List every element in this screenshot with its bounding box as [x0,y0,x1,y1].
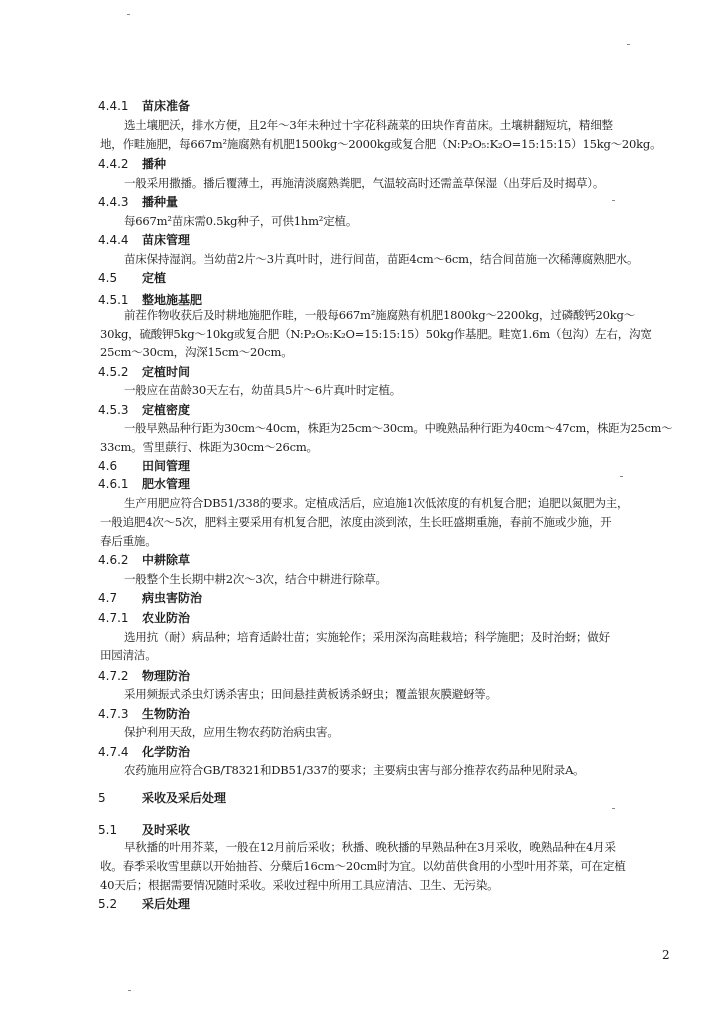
section-heading: 4.6 田间管理 [98,459,191,473]
paragraph-line: 选用抗（耐）病品种；培育适龄壮苗；实施轮作；采用深沟高畦栽培；科学施肥；及时治蚜；做好 [124,630,610,644]
section-heading: 4.5.1 整地施基肥 [98,293,203,307]
paragraph-line: 一般追肥4次～5次，肥料主要采用有机复合肥，浓度由淡到浓，生长旺盛期重施，春前不施或少施，开 [100,515,612,529]
section-heading: 4.5.2 定植时间 [98,365,191,379]
section-heading: 4.5 定植 [98,271,167,285]
section-heading: 4.6.1 肥水管理 [98,477,191,491]
section-heading: 4.7.2 物理防治 [98,669,191,683]
paragraph-line: 每667m²苗床需0.5kg种子，可供1hm²定植。 [124,214,358,228]
paragraph-line: 地，作畦施肥，每667m²施腐熟有机肥1500kg～2000kg或复合肥（N:P₂O₅:K₂O=15:15:15）15kg～20kg。 [100,137,662,151]
scan-speck [612,808,615,809]
paragraph-line: 早秋播的叶用芥菜，一般在12月前后采收；秋播、晚秋播的早熟品种在3月采收，晚熟品种在4月采 [124,840,616,854]
paragraph-line: 一般应在苗龄30天左右，幼苗具5片～6片真叶时定植。 [124,383,402,397]
scan-speck [620,476,623,477]
section-heading: 4.4.1 苗床准备 [98,99,191,113]
paragraph-line: 一般早熟品种行距为30cm～40cm，株距为25cm～30cm。中晚熟品种行距为40cm～47cm，株距为25cm～ [124,421,673,435]
paragraph-line: 收。春季采收雪里蕻以开始抽苔、分蘖后16cm～20cm时为宜。以幼苗供食用的小型叶用芥菜，可在定植 [100,859,626,873]
section-heading: 5 采收及采后处理 [98,791,227,805]
section-heading: 4.7.1 农业防治 [98,611,191,625]
section-heading: 4.7.3 生物防治 [98,707,191,721]
paragraph-line: 生产用肥应符合DB51/338的要求。定植成活后，应追施1次低浓度的有机复合肥；追肥以氮肥为主， [124,496,629,510]
section-heading: 4.6.2 中耕除草 [98,553,191,567]
paragraph-line: 春后重施。 [100,534,157,548]
section-heading: 5.2 采后处理 [98,897,191,911]
section-heading: 4.5.3 定植密度 [98,403,191,417]
scan-speck [627,44,630,45]
scan-speck [612,200,615,201]
paragraph-line: 一般采用撒播。播后覆薄土，再施清淡腐熟粪肥，气温较高时还需盖草保湿（出芽后及时揭草）。 [124,176,605,190]
paragraph-line: 保护利用天敌，应用生物农药防治病虫害。 [124,725,339,739]
paragraph-line: 苗床保持湿润。当幼苗2片～3片真叶时，进行间苗，苗距4cm～6cm，结合间苗施一次稀薄腐熟肥水。 [124,252,639,266]
paragraph-line: 33cm。雪里蕻行、株距为30cm～26cm。 [100,440,318,454]
paragraph-line: 农药施用应符合GB/T8321和DB51/337的要求；主要病虫害与部分推荐农药品种见附录A。 [124,763,585,777]
section-heading: 4.7 病虫害防治 [98,591,203,605]
paragraph-line: 田园清洁。 [100,648,157,662]
scan-speck [128,990,131,991]
paragraph-line: 40天后；根据需要情况随时采收。采收过程中所用工具应清洁、卫生、无污染。 [100,878,499,892]
section-heading: 5.1 及时采收 [98,823,191,837]
page-number: 2 [662,948,670,962]
scan-speck [127,14,130,15]
paragraph-line: 30kg，硫酸钾5kg～10kg或复合肥（N:P₂O₅:K₂O=15:15:15）50kg作基肥。畦宽1.6m（包沟）左右，沟宽 [100,327,652,341]
section-heading: 4.7.4 化学防治 [98,745,191,759]
section-heading: 4.4.4 苗床管理 [98,233,191,247]
paragraph-line: 前茬作物收获后及时耕地施肥作畦，一般每667m²施腐熟有机肥1800kg～2200kg，过磷酸钙20kg～ [124,308,636,322]
paragraph-line: 选土壤肥沃，排水方便，且2年～3年未种过十字花科蔬菜的田块作育苗床。土壤耕翻短坑，精细整 [124,118,613,132]
section-heading: 4.4.2 播种 [98,157,167,171]
paragraph-line: 一般整个生长期中耕2次～3次，结合中耕进行除草。 [124,572,387,586]
section-heading: 4.4.3 播种量 [98,195,179,209]
paragraph-line: 采用频振式杀虫灯诱杀害虫；田间悬挂黄板诱杀蚜虫；覆盖银灰膜避蚜等。 [124,687,497,701]
paragraph-line: 25cm～30cm，沟深15cm～20cm。 [100,345,293,359]
